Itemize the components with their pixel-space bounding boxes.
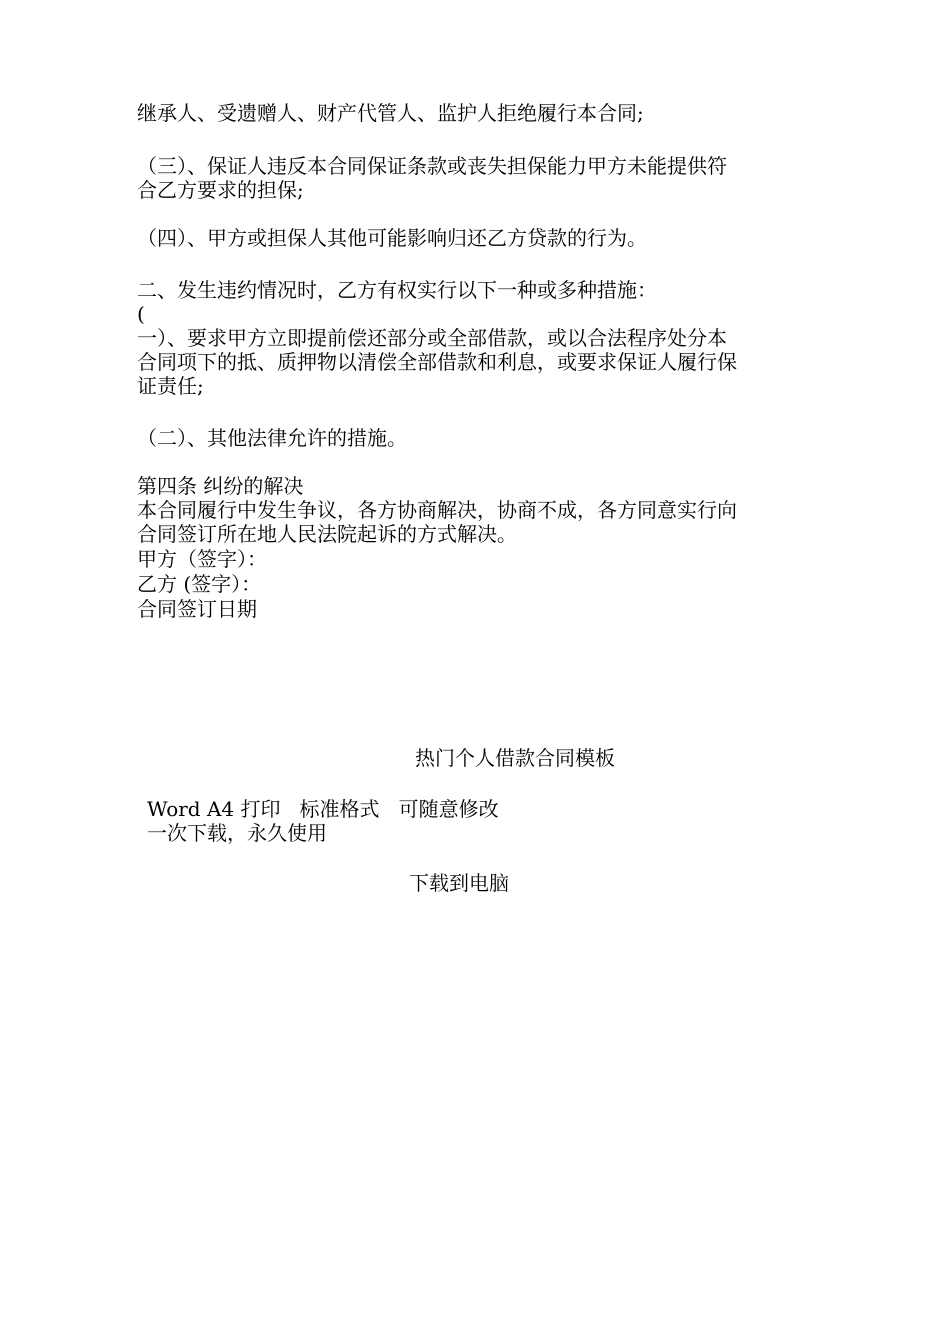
clause-line: 证责任;: [137, 374, 204, 398]
signature-party-b: 乙方 (签字）：: [137, 572, 262, 596]
signature-party-a: 甲方（签字）：: [137, 547, 267, 571]
clause-line: （四）、甲方或担保人其他可能影响归还乙方贷款的行为。: [137, 226, 647, 250]
clause-line: 合乙方要求的担保;: [137, 178, 304, 202]
clause-line: 二、发生违约情况时，乙方有权实行以下一种或多种措施：: [137, 278, 657, 302]
promo-note: 一次下载，永久使用: [147, 821, 327, 845]
clause-line: 继承人、受遗赠人、财产代管人、监护人拒绝履行本合同;: [137, 101, 644, 125]
clause-line: （三）、保证人违反本合同保证条款或丧失担保能力甲方未能提供符: [137, 154, 727, 178]
clause-line: (: [137, 302, 145, 326]
clause-line: （二）、其他法律允许的措施。: [137, 426, 407, 450]
clause-line: 合同签订所在地人民法院起诉的方式解决。: [137, 522, 517, 546]
promo-title: 热门个人借款合同模板: [415, 746, 615, 770]
section-heading: 第四条 纠纷的解决: [137, 474, 304, 498]
clause-line: 一）、要求甲方立即提前偿还部分或全部借款，或以合法程序处分本: [137, 326, 727, 350]
clause-line: 合同项下的抵、质押物以清偿全部借款和利息，或要求保证人履行保: [137, 350, 737, 374]
clause-line: 本合同履行中发生争议，各方协商解决，协商不成，各方同意实行向: [137, 498, 737, 522]
promo-features: Word A4 打印 标准格式 可随意修改: [147, 797, 499, 821]
signing-date: 合同签订日期: [137, 597, 257, 621]
download-link[interactable]: 下载到电脑: [409, 871, 509, 895]
